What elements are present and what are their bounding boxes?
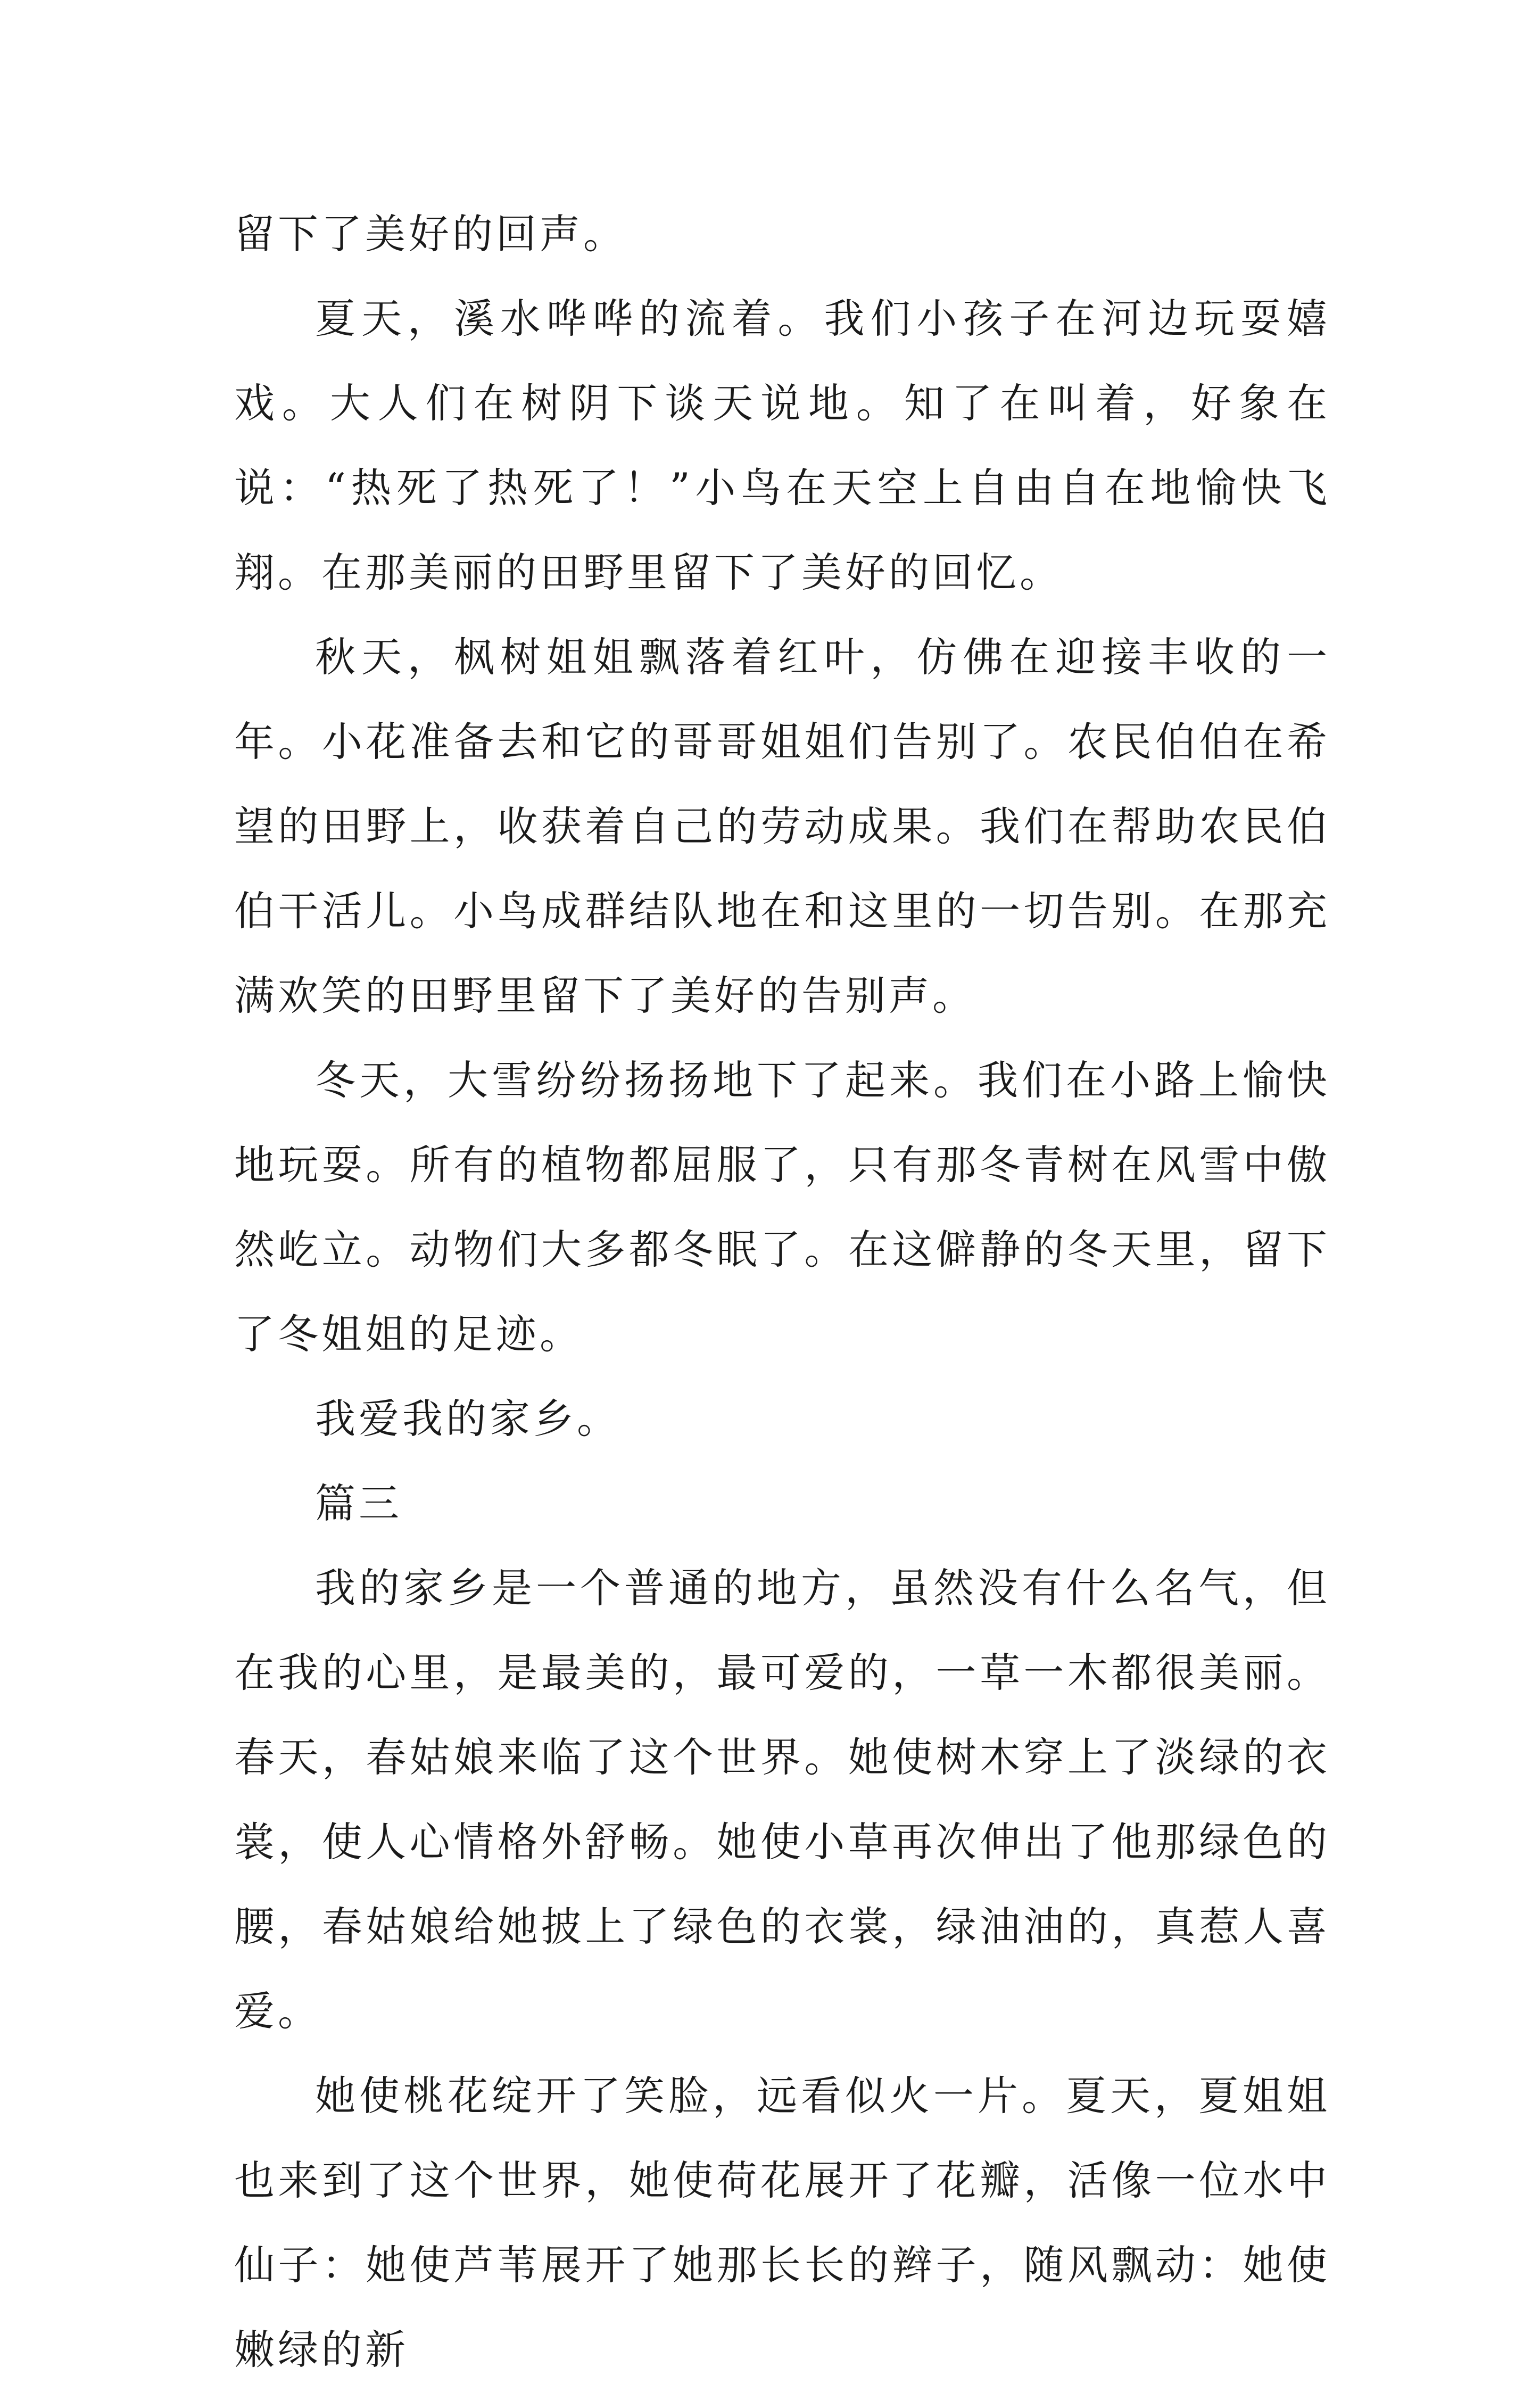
paragraph-peach-blossom: 她使桃花绽开了笑脸，远看似火一片。夏天，夏姐姐也来到了这个世界，她使荷花展开了花瓣，活像一位水中仙子：她使芦苇展开了她那长长的辫子，随风飘动：她使嫩绿的新: [234, 2072, 1330, 2373]
paragraph-spring: 我的家乡是一个普通的地方，虽然没有什么名气，但在我的心里，是最美的，最可爱的，一草一木都很美丽。春天，春姑娘来临了这个世界。她使树木穿上了淡绿的衣裳，使人心情格外舒畅。她使小草再次伸出了他那绿色的腰，春姑娘给她披上了绿色的衣裳，绿油油的，真惹人喜爱。: [234, 1564, 1330, 2035]
paragraph-conclusion: 我爱我的家乡。: [315, 1395, 620, 1442]
paragraph-continuation: 留下了美好的回声。: [234, 210, 627, 258]
paragraph-summer: 夏天，溪水哗哗的流着。我们小孩子在河边玩耍嬉戏。大人们在树阴下谈天说地。知了在叫着，好象在说：“热死了热死了！”小鸟在天空上自由自在地愉快飞翔。在那美丽的田野里留下了美好的回忆。: [234, 295, 1330, 596]
section-heading: 篇三: [315, 1480, 402, 1527]
paragraph-winter: 冬天，大雪纷纷扬扬地下了起来。我们在小路上愉快地玩耍。所有的植物都屈服了，只有那冬青树在风雪中傲然屹立。动物们大多都冬眠了。在这僻静的冬天里，留下了冬姐姐的足迹。: [234, 1057, 1330, 1358]
document-body: [234, 192, 1330, 2392]
paragraph-autumn: 秋天，枫树姐姐飘落着红叶，仿佛在迎接丰收的一年。小花准备去和它的哥哥姐姐们告别了。农民伯伯在希望的田野上，收获着自己的劳动成果。我们在帮助农民伯伯干活儿。小鸟成群结队地在和这里的一切告别。在那充满欢笑的田野里留下了美好的告别声。: [234, 633, 1330, 1019]
